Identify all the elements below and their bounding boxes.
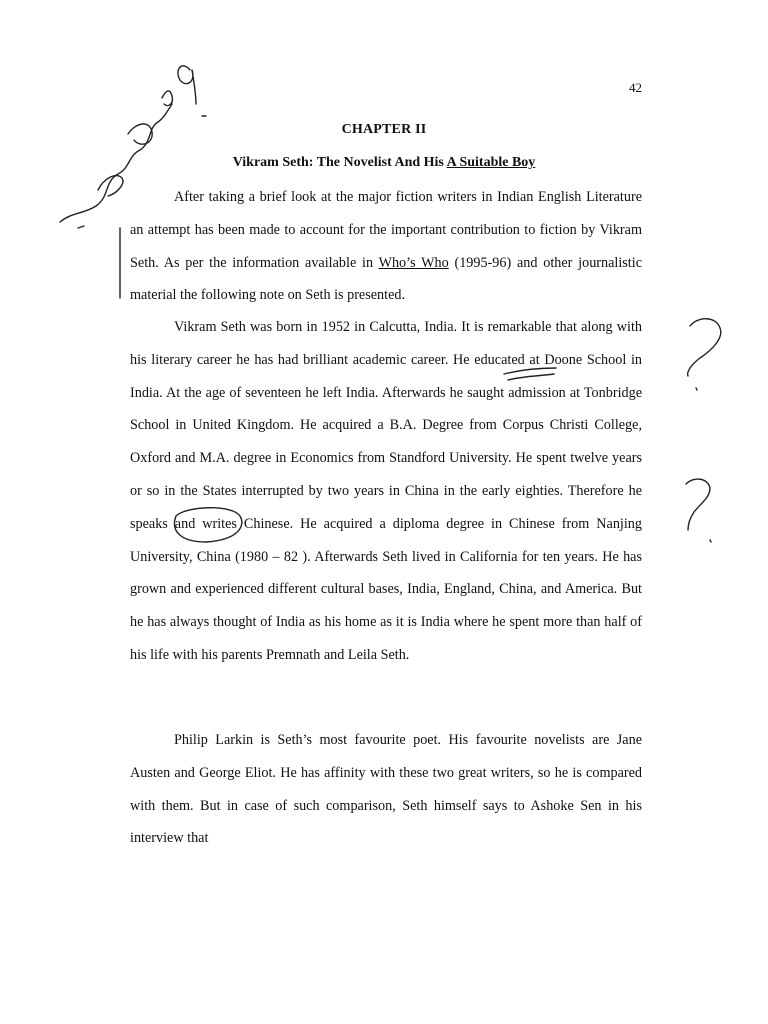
paragraph-1-part1: After taking a brief look at the major fiction writers in Indian English Literature an attempt has been made to account for the important contribution to fiction by Vikram Seth. As per the information available in — [130, 189, 642, 271]
paragraph-3: Philip Larkin is Seth’s most favourite poet. His favourite novelists are Jane Austen and George Eliot. He has affinity with these two great writers, so he is compared with them. But in case of such comparison, Seth himself says to Ashoke Sen in his interview that — [130, 732, 642, 847]
right-margin-question-2 — [686, 479, 710, 530]
chapter-title — [0, 155, 768, 171]
margin-scrawl-stroke — [162, 91, 172, 106]
paragraph-1 — [130, 181, 642, 312]
right-margin-question-1 — [688, 319, 721, 376]
right-margin-dot-2 — [710, 540, 711, 542]
handwritten-nine-top — [178, 66, 196, 104]
chapter-title-book: A Suitable Boy — [446, 155, 536, 170]
chapter-heading: CHAPTER II — [341, 122, 427, 137]
page-number: 42 — [629, 80, 642, 95]
paragraph-1-part2: (1995-96) and other journalistic material the following note on Seth is presented. — [130, 254, 642, 304]
chapter-title-prefix: Vikram Seth: The Novelist And His — [232, 155, 447, 170]
paragraph-2: Vikram Seth was born in 1952 in Calcutta, India. It is remarkable that along with his literary career he has had brilliant academic career. He educated at Doone School in India. At the age of seventeen he left India. Afterwards he saught admission at Tonbridge School in United Kingdom. He acquired a B.A. Degree from Corpus Christi College, Oxford and M.A. degree in Economics from Standford University. He spent twelve years or so in the States interrupted by two years in China in the early eighties. Therefore he speaks and writes Chinese. He acquired a diploma degree in Chinese from Nanjing University, China (1980 – 82 ). Afterwards Seth lived in California for ten years. He has grown and experienced different cultural bases, India, England, China, and America. But he has always thought of India as his home as it is India where he spent more than half of his life with his parents Premnath and Leila Seth. — [130, 319, 642, 663]
paragraph-1-underlined: Who’s Who — [378, 254, 449, 271]
margin-tick — [78, 226, 84, 228]
margin-scrawl-tail — [98, 176, 123, 196]
right-margin-dot — [696, 388, 697, 390]
